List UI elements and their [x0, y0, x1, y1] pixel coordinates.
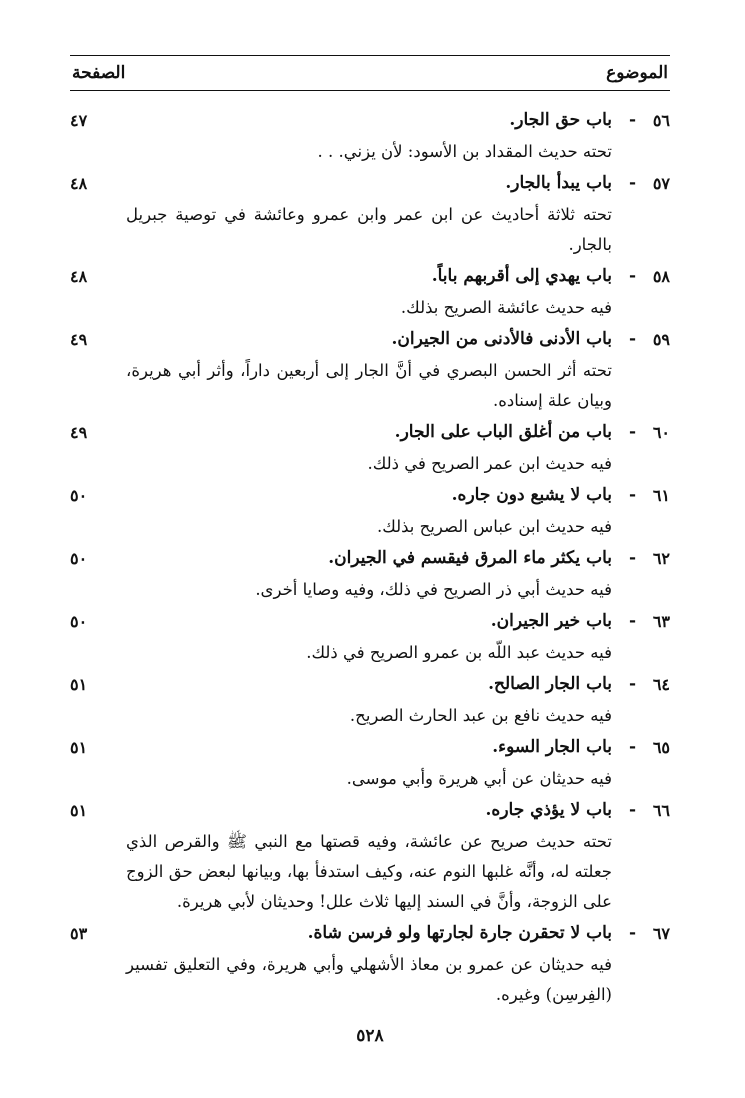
entry-description: فيه حديث ابن عباس الصريح بذلك.: [376, 517, 612, 536]
entry-title: باب من أغلق الباب على الجار.: [394, 422, 612, 442]
page-number: ٥٢٨: [356, 1026, 384, 1046]
entry-page-number: ٤٧: [70, 111, 88, 130]
entry-page-number: ٥٣: [70, 924, 88, 943]
document-page: [70, 0, 670, 1098]
entry-description: فيه حديث عائشة الصريح بذلك.: [400, 298, 612, 317]
entry-dash: -: [628, 800, 636, 820]
entry-description: فيه حديث ابن عمر الصريح في ذلك.: [367, 454, 612, 473]
entry-dash: -: [628, 737, 636, 757]
entry-description: فيه حديث نافع بن عبد الحارث الصريح.: [349, 706, 612, 725]
entry-title: باب الجار الصالح.: [488, 674, 612, 694]
entry-dash: -: [628, 266, 636, 286]
list-item: [70, 794, 670, 917]
entry-dash: -: [628, 329, 636, 349]
entry-number: ٦٠: [652, 423, 670, 442]
entry-description: فيه حديثان عن أبي هريرة وأبي موسى.: [346, 769, 612, 788]
entry-page-number: ٤٨: [70, 174, 88, 193]
entry-description: تحته حديث المقداد بن الأسود: لأن يزني. . .: [317, 142, 612, 161]
entry-dash: -: [628, 611, 636, 631]
entry-dash: -: [628, 923, 636, 943]
entry-title: باب خير الجيران.: [490, 611, 612, 631]
entry-number: ٦١: [652, 486, 670, 505]
entry-title: باب الأدنى فالأدنى من الجيران.: [391, 329, 612, 349]
entry-number: ٥٧: [652, 174, 670, 193]
entry-description: فيه حديثان عن عمرو بن معاذ الأشهلي وأبي هريرة، وفي التعليق تفسير (الفِرسِن) وغيره.: [126, 955, 612, 1004]
entry-dash: -: [628, 110, 636, 130]
entry-number: ٦٧: [652, 924, 670, 943]
entry-page-number: ٤٨: [70, 267, 88, 286]
entry-title: باب حق الجار.: [509, 110, 612, 130]
table-header: [70, 55, 670, 91]
entry-page-number: ٥٠: [70, 549, 88, 568]
topic-column-label: الموضوع: [606, 63, 668, 83]
entry-page-number: ٥٠: [70, 612, 88, 631]
entry-title: باب الجار السوء.: [492, 737, 612, 757]
entry-number: ٥٨: [652, 267, 670, 286]
entry-description: فيه حديث عبد اللّه بن عمرو الصريح في ذلك.: [306, 643, 612, 662]
entry-dash: -: [628, 173, 636, 193]
list-item: [70, 416, 670, 479]
contents-list: [70, 104, 670, 1010]
entry-description: تحته ثلاثة أحاديث عن ابن عمر وابن عمرو وعائشة في توصية جبريل بالجار.: [126, 205, 612, 254]
entry-number: ٦٣: [652, 612, 670, 631]
entry-title: باب لا يشبع دون جاره.: [451, 485, 612, 505]
entry-dash: -: [628, 485, 636, 505]
entry-number: ٥٦: [652, 111, 670, 130]
entry-description: فيه حديث أبي ذر الصريح في ذلك، وفيه وصايا أخرى.: [255, 580, 612, 599]
page-column-label: الصفحة: [72, 63, 126, 83]
list-item: [70, 542, 670, 605]
list-item: [70, 479, 670, 542]
entry-number: ٦٢: [652, 549, 670, 568]
list-item: [70, 668, 670, 731]
list-item: [70, 260, 670, 323]
entry-description: تحته أثر الحسن البصري في أنَّ الجار إلى أربعين داراً، وأثر أبي هريرة، وبيان علة إسناده.: [126, 361, 612, 410]
entry-number: ٦٥: [652, 738, 670, 757]
entry-page-number: ٥١: [70, 801, 88, 820]
entry-title: باب يبدأ بالجار.: [505, 173, 612, 193]
list-item: [70, 104, 670, 167]
entry-page-number: ٥١: [70, 738, 88, 757]
list-item: [70, 323, 670, 416]
list-item: [70, 167, 670, 260]
entry-title: باب يكثر ماء المرق فيقسم في الجيران.: [328, 548, 612, 568]
entry-number: ٦٤: [652, 675, 670, 694]
entry-dash: -: [628, 422, 636, 442]
list-item: [70, 731, 670, 794]
entry-page-number: ٤٩: [70, 330, 88, 349]
list-item: [70, 917, 670, 1010]
entry-title: باب لا تحقرن جارة لجارتها ولو فرسن شاة.: [307, 923, 612, 943]
entry-title: باب لا يؤذي جاره.: [485, 800, 612, 820]
entry-number: ٦٦: [652, 801, 670, 820]
list-item: [70, 605, 670, 668]
entry-page-number: ٤٩: [70, 423, 88, 442]
entry-page-number: ٥١: [70, 675, 88, 694]
entry-number: ٥٩: [652, 330, 670, 349]
entry-title: باب يهدي إلى أقربهم باباً.: [431, 266, 612, 286]
entry-dash: -: [628, 674, 636, 694]
entry-dash: -: [628, 548, 636, 568]
entry-page-number: ٥٠: [70, 486, 88, 505]
entry-description: تحته حديث صريح عن عائشة، وفيه قصتها مع النبي ﷺ والقرص الذي جعلته له، وأنَّه غلبها النوم عنه، وكيف استدفأ بها، وبيانها لبعض حق الزوج على الزوجة، وأنَّ في السند إليها ثلاث علل! وحديثان لأبي هريرة.: [126, 832, 612, 911]
